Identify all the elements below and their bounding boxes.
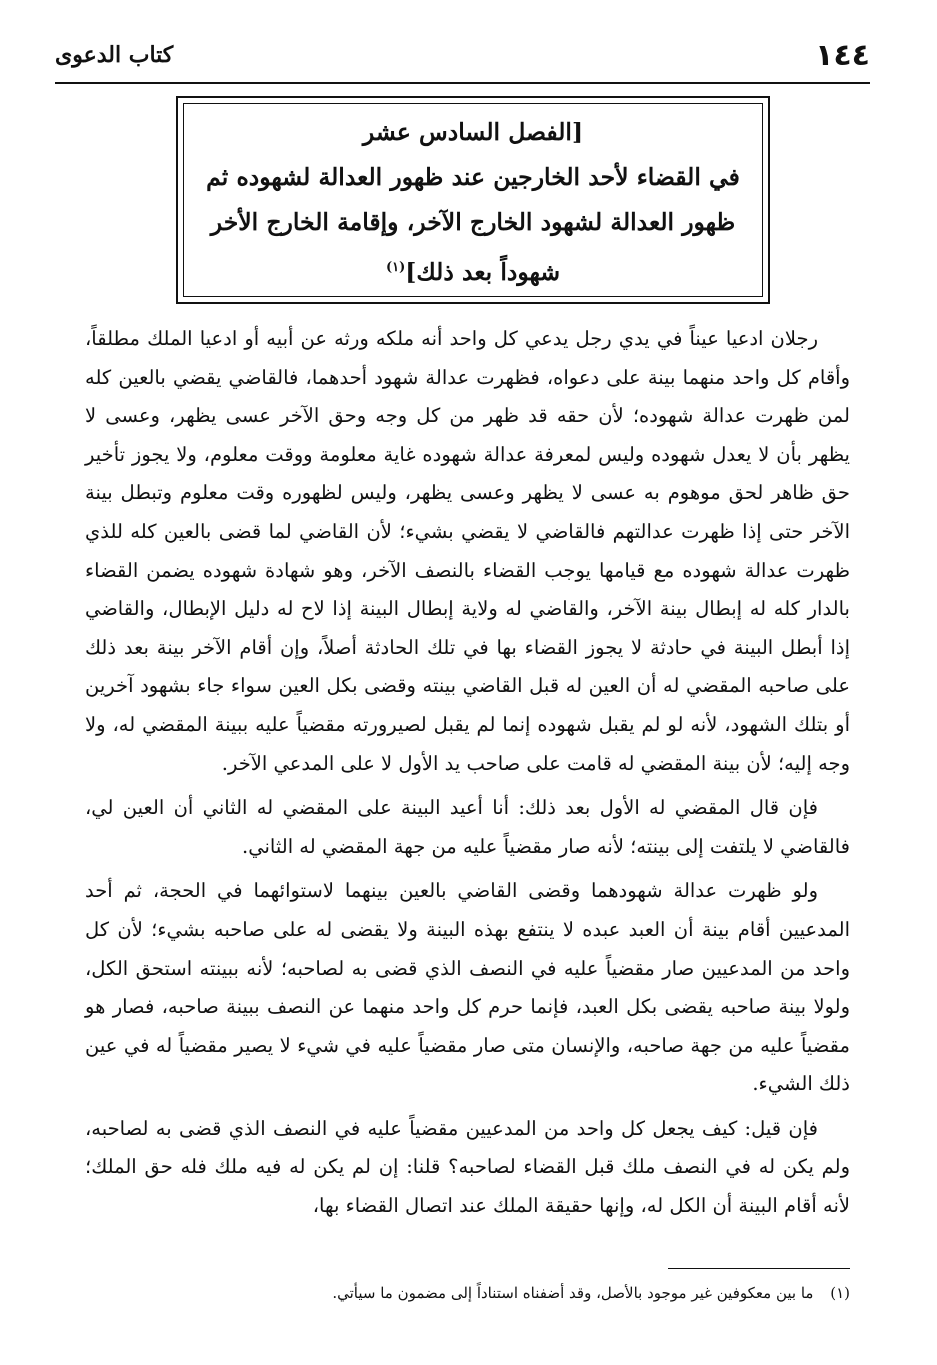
chapter-title <box>188 110 758 295</box>
chapter-title-line-4 <box>188 245 758 295</box>
footnote <box>180 1278 850 1308</box>
paragraph-1: رجلان ادعيا عيناً في يدي رجل يدعي كل واحد أنه ملكه ورثه عن أبيه أو ادعيا الملك مطلقاً، وأقام كل واحد منهما بينة على دعواه، فظهرت عدالة شهود أحدهما، فالقاضي يقضي بالعين كله لمن ظهرت عدالة شهوده؛ لأن حقه قد ظهر من كل وجه وحق الآخر عسى يظهر، وعسى لا يظهر بأن لا يعدل شهوده وليس لمعرفة عدالة شهوده غاية معلومة ووقت معلوم، ولا يجوز تأخير حق ظاهر لحق موهوم به عسى لا يظهر وعسى يظهر، وليس لظهوره وقت معلوم وتبطل بينة الآخر حتى إذا ظهرت عدالتهم فالقاضي لا يقضي بشيء؛ لأن القاضي لما قضى بالعين كله للذي ظهرت عدالة شهوده مع قيامها يوجب القضاء بالنصف الآخر، وهو شهادة شهوده يضمن القضاء بالدار كله له إبطال بينة الآخر، والقاضي له ولاية إبطال البينة إذا لاح له دليل الإبطال، والقاضي إذا أبطل البينة في حادثة لا يجوز القضاء بها في تلك الحادثة أصلاً، وإن أقام الآخر بينة بعد ذلك على صاحبه المقضي له أن العين له قبل القاضي بينته وقضى بكل العين سواء جاء بشهود آخرين أو بتلك الشهود، لأنه لو لم يقبل شهوده إنما لم يقبل لصيرورته مقضياً عليه ببينة المقضي له، ولا وجه إليه؛ لأن بينة المقضي له قامت على صاحب يد الأول لا على المدعي الآخر. <box>85 327 850 775</box>
chapter-title-line-1: [الفصل السادس عشر <box>362 118 584 146</box>
chapter-title-line-2: في القضاء لأحد الخارجين عند ظهور العدالة لشهوده ثم <box>206 163 740 191</box>
paragraph-2: فإن قال المقضي له الأول بعد ذلك: أنا أعيد البينة على المقضي له الثاني أن العين لي، فالقاضي لا يلتفت إلى بينته؛ لأنه صار مقضياً عليه من جهة المقضي له الثاني. <box>85 796 850 858</box>
footnote-divider <box>668 1268 850 1269</box>
footnote-reference[interactable]: (١) <box>385 260 406 275</box>
paragraph-4: فإن قيل: كيف يجعل كل واحد من المدعيين مقضياً عليه في النصف الذي قضى به لصاحبه، ولم يكن له في النصف ملك قبل القضاء لصاحبه؟ قلنا: إن لم يكن له فيه ملك فله حق الملك؛ لأنه أقام البينة أن الكل له، وإنها حقيقة الملك عند اتصال القضاء بها، <box>85 1116 850 1218</box>
running-title: كتاب الدعوى <box>55 42 174 68</box>
paragraph-3: ولو ظهرت عدالة شهودهما وقضى القاضي بالعين بينهما لاستوائهما في الحجة، ثم أحد المدعيين أقام بينة أن العبد عبده لا ينتفع بهذه البينة ولا يقضى له على صاحبه بشيء؛ لأن كل واحد من المدعيين صار مقضياً عليه في النصف الذي قضى به لصاحبه؛ لأنه ببينته استحق الكل، ولولا بينة صاحبه يقضى بكل العبد، فإنما حرم كل واحد منهما عن النصف ببينة صاحبه، فصار هو مقضياً عليه من جهة صاحبه، والإنسان متى صار مقضياً عليه في شيء لا يصير مقضياً له في عين ذلك الشيء. <box>85 879 850 1096</box>
footnote-text: ما بين معكوفين غير موجود بالأصل، وقد أضفناه استناداً إلى مضمون ما سيأتي. <box>332 1284 814 1302</box>
footnote-number: (١) <box>830 1284 850 1302</box>
chapter-title-line-3: ظهور العدالة لشهود الخارج الآخر، وإقامة الخارج الأخر <box>210 208 736 236</box>
running-header <box>55 36 870 82</box>
chapter-title-line-4-text: شهوداً بعد ذلك] <box>405 257 561 286</box>
header-divider <box>55 82 870 84</box>
chapter-heading-box <box>176 96 770 304</box>
main-text <box>85 320 850 1232</box>
page-number: ١٤٤ <box>815 38 870 73</box>
